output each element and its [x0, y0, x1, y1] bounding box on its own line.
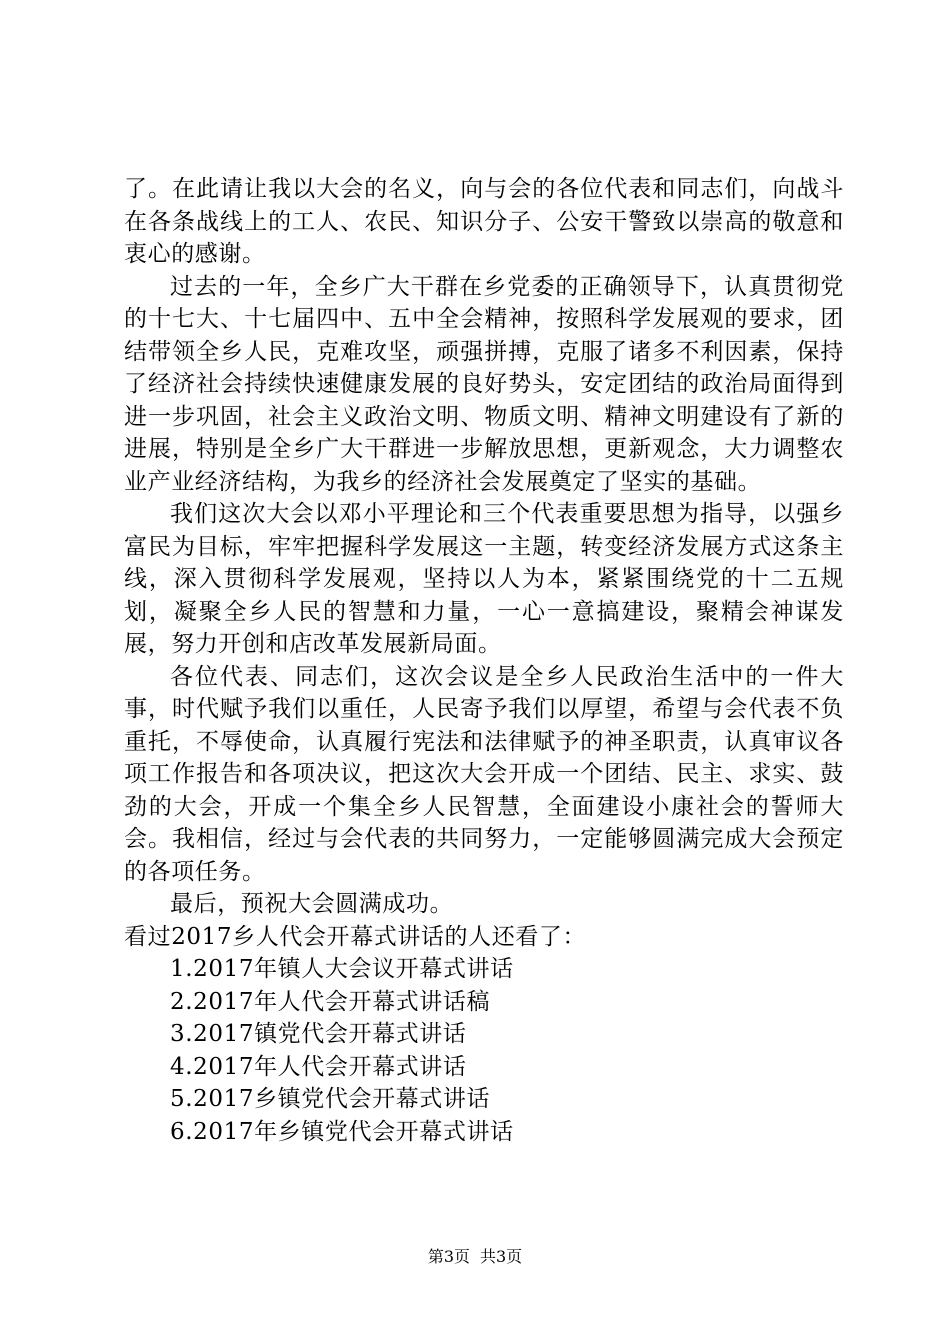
document-body — [124, 173, 844, 1148]
related-link-5[interactable]: 5.2017乡镇党代会开幕式讲话 — [170, 1086, 491, 1112]
paragraph-closing: 最后，预祝大会圆满成功。 — [170, 891, 454, 917]
page-number-current: 第3页 — [427, 1247, 470, 1266]
paragraph-delegates: 各位代表、同志们，这次会议是全乡人民政治生活中的一件大事，时代赋予我们以重任，人民寄予我们以厚望，希望与会代表不负重托，不辱使命，认真履行宪法和法律赋予的神圣职责，认真审议各项工作报告和各项决议，把这次大会开成一个团结、民主、求实、鼓劲的大会，开成一个集全乡人民智慧，全面建设小康社会的誓师大会。我相信，经过与会代表的共同努力，一定能够圆满完成大会预定的各项任务。 — [124, 663, 844, 885]
paragraph-past-year: 过去的一年，全乡广大干群在乡党委的正确领导下，认真贯彻党的十七大、十七届四中、五中全会精神，按照科学发展观的要求，团结带领全乡人民，克难攻坚，顽强拼搏，克服了诸多不利因素，保持了经济社会持续快速健康发展的良好势头，安定团结的政治局面得到进一步巩固，社会主义政治文明、物质文明、精神文明建设有了新的进展，特别是全乡广大干群进一步解放思想，更新观念，大力调整农业产业经济结构，为我乡的经济社会发展奠定了坚实的基础。 — [124, 273, 844, 495]
related-link-2[interactable]: 2.2017年人代会开幕式讲话稿 — [170, 988, 491, 1015]
paragraph-guiding-ideology: 我们这次大会以邓小平理论和三个代表重要思想为指导，以强乡富民为目标，牢牢把握科学发展这一主题，转变经济发展方式这条主线，深入贯彻科学发展观，坚持以人为本，紧紧围绕党的十二五规划，凝聚全乡人民的智慧和力量，一心一意搞建设，聚精会神谋发展，努力开创和店改革发展新局面。 — [124, 501, 844, 657]
related-link-6[interactable]: 6.2017年乡镇党代会开幕式讲话 — [170, 1118, 514, 1145]
page-number-total: 共3页 — [480, 1247, 523, 1266]
related-link-1[interactable]: 1.2017年镇人大会议开幕式讲话 — [170, 956, 514, 982]
related-link-3[interactable]: 3.2017镇党代会开幕式讲话 — [170, 1021, 467, 1047]
related-heading: 看过2017乡人代会开幕式讲话的人还看了： — [124, 923, 587, 950]
related-link-4[interactable]: 4.2017年人代会开幕式讲话 — [170, 1053, 467, 1080]
paragraph-continuation: 了。在此请让我以大会的名义，向与会的各位代表和同志们，向战斗在各条战线上的工人、农民、知识分子、公安干警致以崇高的敬意和衷心的感谢。 — [124, 176, 844, 267]
page-footer — [0, 1247, 950, 1267]
related-list — [124, 953, 844, 1148]
